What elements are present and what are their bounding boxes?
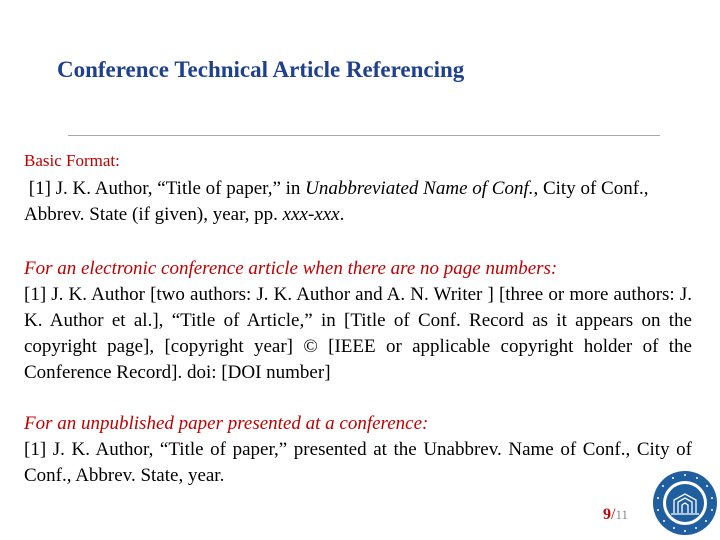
- slide-title: Conference Technical Article Referencing: [57, 57, 465, 82]
- basic-ref-prefix: [1] J. K. Author, “Title of paper,” in: [28, 178, 306, 199]
- basic-ref-conf-name: Unabbreviated Name of Conf.: [305, 178, 534, 199]
- basic-ref-mid: , City of Conf., Abbrev. State (if given), year, pp.: [24, 178, 649, 225]
- basic-ref-pages: xxx-xxx: [282, 204, 340, 225]
- electronic-heading: For an electronic conference article when there are no page numbers:: [24, 258, 558, 279]
- page-current: 9: [603, 506, 611, 523]
- electronic-reference: [1] J. K. Author [two authors: J. K. Author and A. N. Writer ] [three or more authors: J. K. Author et al.], “Title of Article,” in [Title of Conf. Record as it appears on the copyright page], [copyright year] © [IEEE or applicable copyright holder of the Conference Record]. doi: [DOI number]: [24, 284, 692, 383]
- page-indicator: 9/11: [603, 506, 628, 523]
- unpublished-heading: For an unpublished paper presented at a conference:: [24, 413, 429, 434]
- basic-ref-end: .: [339, 204, 345, 225]
- unpublished-reference: [1] J. K. Author, “Title of paper,” presented at the Unabbrev. Name of Conf., City of Conf., Abbrev. State, year.: [24, 439, 692, 486]
- page-total: 11: [615, 507, 628, 522]
- title-divider: [68, 135, 660, 136]
- university-seal-icon: [652, 470, 718, 536]
- basic-format-label: Basic Format:: [24, 151, 120, 170]
- basic-format-reference: [24, 176, 692, 228]
